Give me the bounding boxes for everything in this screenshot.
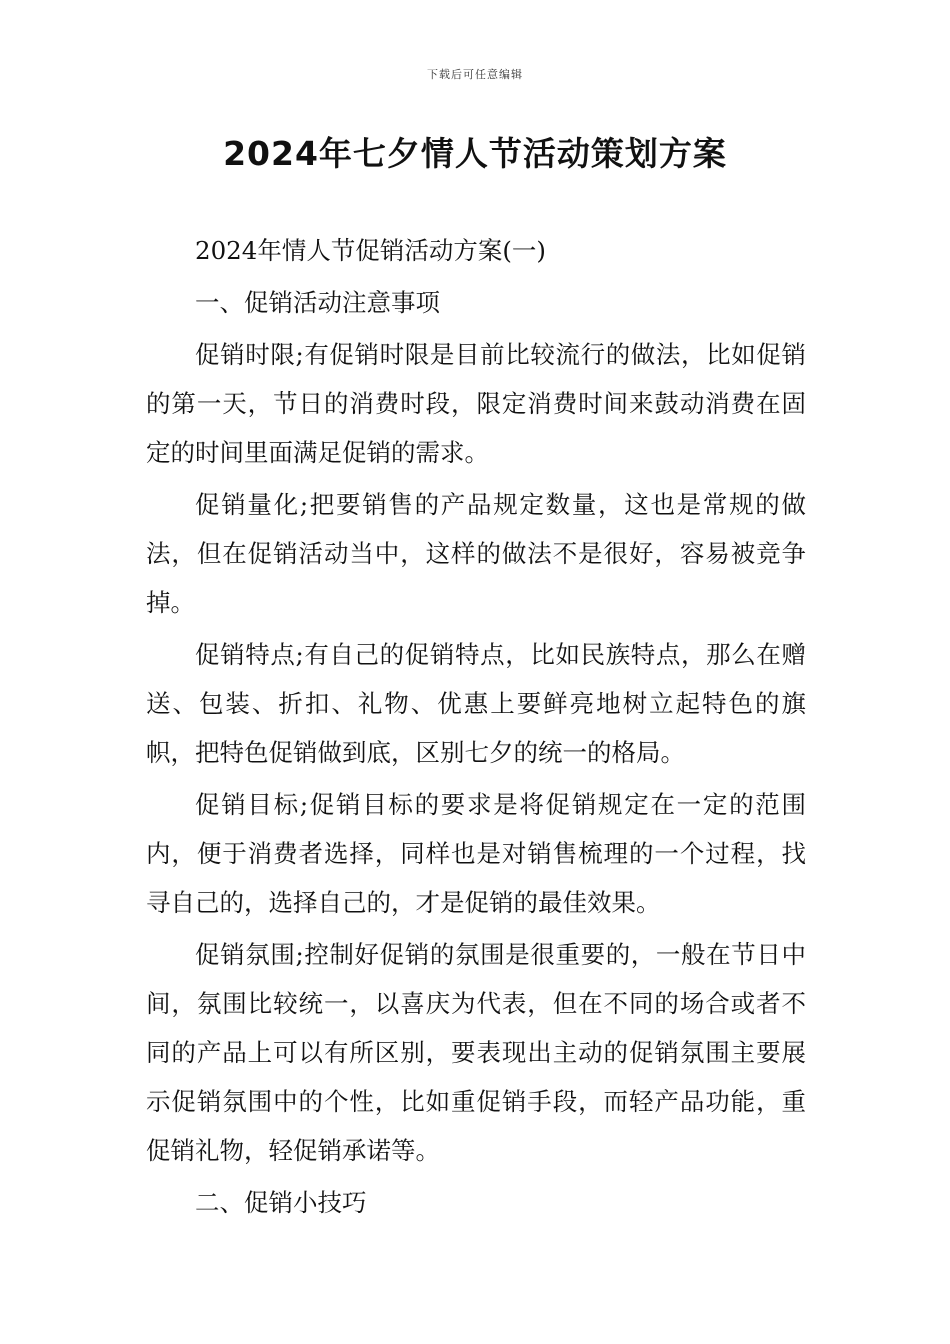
document-body [146,226,806,1227]
section-heading-1: 一、促销活动注意事项 [195,288,440,317]
document-title: 2024年七夕情人节活动策划方案 [223,134,727,173]
subtitle-paragraph: 2024年情人节促销活动方案(一) [195,236,546,265]
section-heading-2: 二、促销小技巧 [195,1188,367,1217]
paragraph-atmosphere: 促销氛围;控制好促销的氛围是很重要的，一般在节日中间，氛围比较统一，以喜庆为代表，但在不同的场合或者不同的产品上可以有所区别，要表现出主动的促销氛围主要展示促销氛围中的个性，比如重促销手段，而轻产品功能，重促销礼物，轻促销承诺等。 [146,940,806,1165]
paragraph-time-limit: 促销时限;有促销时限是目前比较流行的做法，比如促销的第一天，节日的消费时段，限定消费时间来鼓动消费在固定的时间里面满足促销的需求。 [146,340,806,467]
paragraph-features: 促销特点;有自己的促销特点，比如民族特点，那么在赠送、包装、折扣、礼物、优惠上要鲜亮地树立起特色的旗帜，把特色促销做到底，区别七夕的统一的格局。 [146,640,806,767]
header-note: 下载后可任意编辑 [427,68,523,81]
paragraph-quantify: 促销量化;把要销售的产品规定数量，这也是常规的做法，但在促销活动当中，这样的做法不是很好，容易被竞争掉。 [146,490,806,617]
paragraph-goal: 促销目标;促销目标的要求是将促销规定在一定的范围内，便于消费者选择，同样也是对销售梳理的一个过程，找寻自己的，选择自己的，才是促销的最佳效果。 [146,790,806,917]
